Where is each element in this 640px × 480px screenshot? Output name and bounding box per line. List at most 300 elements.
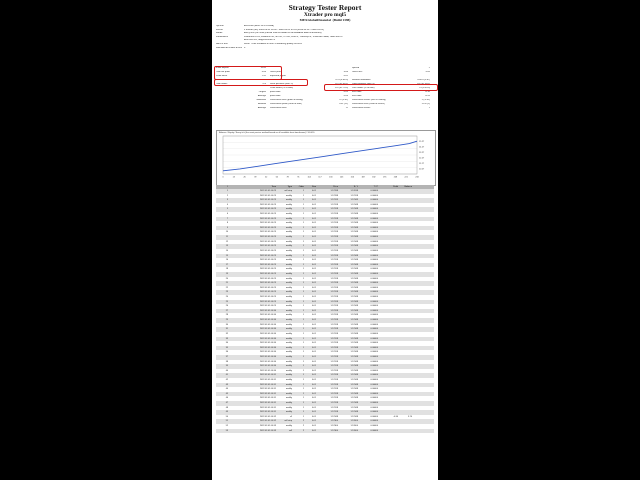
table-cell: 0.01 [311,296,316,299]
results-value: 10.00 [260,67,266,69]
server-name: MEXGlobalFinancial [299,18,331,22]
results-value: -0.32 (2) [421,103,430,105]
table-cell: 0.01 [311,199,316,202]
table-cell: 1.12300 [330,425,338,428]
table-cell: 1 [302,291,304,294]
table-cell: 0.00000 [370,319,378,322]
settings-value: Every tick (the most precise method based on all available least timeframes) [244,32,322,35]
table-cell: 0.01 [311,272,316,275]
table-cell: modify [285,314,292,317]
table-cell: 1 [302,351,304,354]
table-cell: 1.12348 [350,360,358,363]
table-cell: modify [285,328,292,331]
table-cell: 0.00000 [370,360,378,363]
table-cell: modify [285,222,292,225]
table-cell: 46 [225,397,228,400]
table-cell [378,429,398,434]
table-cell: 0.01 [311,406,316,409]
table-cell: 0.00000 [370,365,378,368]
table-cell: 0.01 [311,309,316,312]
table-cell: 2022.02.01 00:29 [259,268,276,271]
table-cell: 1.12318 [330,378,338,381]
table-cell: modify [285,309,292,312]
table-cell: 16 [225,259,228,262]
table-cell: modify [285,254,292,257]
table-cell: 0.00000 [370,406,378,409]
table-cell: 1 [302,190,304,192]
table-cell: 1.12348 [350,374,358,377]
results-value: -0.20 [425,95,430,97]
table-cell: 0.00000 [370,254,378,257]
x-tick-label: 130 [329,176,333,179]
table-cell: 1.12348 [350,411,358,414]
table-cell: 9.70 [407,415,412,418]
table-cell: 1.12348 [350,249,358,252]
table-cell: 0.01 [311,397,316,400]
table-cell: 19 [225,272,228,275]
results-value: 0.05 [343,91,348,93]
table-cell: modify [285,286,292,289]
table-cell: 2022.02.01 00:31 [259,411,276,414]
table-cell: 36 [225,351,228,354]
table-cell: modify [285,388,292,391]
table-cell: 44 [225,388,228,391]
table-cell: 0.00000 [370,282,378,285]
table-cell: 0.00000 [370,323,378,326]
table-cell: 1.12348 [350,300,358,303]
settings-value: 88307 Ticks modelled 2708274 Modelling quality 90.00% [244,42,302,45]
table-cell: 1.12318 [330,259,338,262]
table-cell: modify [285,199,292,202]
table-cell: 1.12318 [330,249,338,252]
table-cell: 0.00000 [370,268,378,271]
table-cell: 1.12348 [350,402,358,405]
table-cell: 1.12318 [330,254,338,257]
table-cell: 0.01 [311,305,316,308]
table-cell: 0.00000 [370,286,378,289]
table-cell: 1.12348 [350,328,358,331]
table-cell: 35 [225,346,228,349]
settings-key: Symbol [216,25,224,27]
table-cell: 2022.02.01 00:31 [259,374,276,377]
settings-key: Parameters [216,35,228,38]
y-tick-label: 13.27 [419,152,425,155]
server-line [212,18,438,22]
table-cell: modify [285,402,292,405]
table-cell: 1.12348 [350,213,358,216]
table-cell: 0.01 [311,222,316,225]
table-cell: 14 [225,249,228,252]
results-label: loss trade [352,95,362,97]
table-cell: modify [285,263,292,266]
table-cell: 0.01 [311,392,316,395]
y-tick-label: 11.27 [419,162,425,165]
x-tick-label: 143 [339,176,344,179]
table-cell: 1.12313 [330,199,338,202]
table-cell: 1 [302,369,304,372]
table-cell: 1.12318 [330,282,338,285]
table-cell: 1.12348 [350,222,358,225]
report-page [212,0,438,480]
table-cell: 0.01 [311,402,316,405]
table-cell: 1.12348 [330,415,338,418]
table-cell: modify [285,296,292,299]
table-cell: 1.12318 [330,217,338,220]
table-cell: 0.00000 [370,203,378,206]
table-cell: 0.00000 [370,222,378,225]
table-cell: 17 [225,263,228,266]
results-value: 116 (91.38%) [417,83,430,85]
table-cell: 2022.02.01 00:29 [259,240,276,243]
results-value: 22 (0.91) [339,99,348,101]
settings-block [216,25,436,50]
table-cell: 49 [225,411,228,414]
table-cell: 1.12318 [330,314,338,317]
table-cell: 1 [302,397,304,400]
table-cell: 2022.02.01 00:29 [259,245,276,248]
table-cell: modify [285,236,292,239]
table-cell: 2022.02.01 00:33 [259,429,276,432]
table-cell: 0.01 [311,263,316,266]
table-cell: 9 [226,226,228,229]
table-cell: 0.01 [311,213,316,216]
table-cell: 1.12318 [330,332,338,335]
x-tick-label: 104 [307,176,311,179]
results-value: 19 (8.30%) [419,87,430,89]
table-cell: 1 [302,342,304,345]
table-cell: 38 [225,360,228,363]
table-cell: modify [285,365,292,368]
table-cell: 0.00000 [370,397,378,400]
balance-chart [216,130,436,186]
results-label: consecutive profit (count of wins) [270,103,302,105]
table-cell: 0.00000 [370,236,378,239]
table-cell: 1.12318 [330,360,338,363]
table-cell: 1.12348 [350,236,358,239]
x-tick-label: 208 [393,176,398,179]
table-cell: 1.12348 [350,397,358,400]
table-cell: 1.12318 [330,355,338,358]
table-cell: modify [285,226,292,229]
table-cell: 1 [302,231,304,234]
x-tick-label: 26 [243,176,246,179]
table-cell: modify [285,217,292,220]
table-cell: 2022.02.01 00:29 [259,296,276,299]
table-cell: modify [285,323,292,326]
table-cell: 1.12348 [350,263,358,266]
table-cell: 1 [302,346,304,349]
table-cell: 2 [302,429,304,432]
table-cell: 2022.02.01 00:29 [259,226,276,229]
table-cell: modify [285,360,292,363]
build-number: (Build 1398) [332,18,351,22]
table-cell: 1.12318 [330,328,338,331]
table-cell: 1.12318 [330,369,338,372]
results-label: Maximal drawdown [270,79,289,81]
table-cell: 0.01 [311,203,316,206]
table-cell: modify [285,305,292,308]
table-cell: 1 [302,272,304,275]
table-cell: 0.00000 [370,199,378,202]
table-cell: 0.00000 [370,374,378,377]
results-label: Long positions (won %) [352,83,375,85]
results-value: 6.66% (0.67) [417,79,430,81]
results-value: 11 [345,107,348,109]
results-label: consecutive losses (loss in money) [352,99,386,101]
table-cell: 0.00000 [370,263,378,266]
table-cell: 0.01 [311,351,316,354]
results-value: 0.04 [343,95,348,97]
table-cell: 1.12348 [350,268,358,271]
table-cell: 1 [302,282,304,285]
table-cell: 2022.02.01 00:29 [259,203,276,206]
settings-key: Model [216,32,223,35]
table-cell: 1.12348 [350,272,358,275]
table-cell: 2 [302,420,304,423]
table-cell: 0.01 [311,268,316,271]
table-cell: 1.12600 [350,425,358,428]
table-cell: 1.12318 [330,272,338,275]
table-cell: 1.12318 [330,305,338,308]
table-cell: 1.12318 [330,323,338,326]
table-cell: 0.01 [311,277,316,280]
results-value: 210 (91.70%) [334,87,348,89]
table-cell: 0.01 [311,240,316,243]
table-cell: 0.01 [311,420,316,423]
table-cell: 0.01 [311,254,316,257]
results-label: Gross loss [352,71,363,73]
table-cell: 1 [302,411,304,414]
x-tick-label: 78 [286,176,289,179]
table-cell: 1.12600 [350,429,358,432]
table-cell: 2022.02.01 00:30 [259,346,276,349]
results-value: -0.30 [425,91,430,93]
table-cell: 47 [225,402,228,405]
table-cell: 1.12348 [350,277,358,280]
x-tick-label: 117 [318,176,322,179]
table-cell: modify [285,355,292,358]
table-cell: 0.01 [311,337,316,340]
results-label: Profit factor [216,75,228,77]
table-cell: 0.00000 [370,240,378,243]
table-cell: 1.12348 [350,282,358,285]
x-tick-label: 91 [297,176,300,179]
table-cell: 2022.02.01 00:30 [259,314,276,317]
table-cell: 0.00000 [370,231,378,234]
table-cell: 2022.02.01 00:30 [259,328,276,331]
results-value: 0.78 [261,79,266,81]
table-cell: 39 [225,365,228,368]
x-tick-label: 13 [232,176,235,179]
results-label: Total trades [216,83,228,85]
table-cell: 1 [302,245,304,248]
table-cell: 1.12348 [350,286,358,289]
results-value: 2 (-0.32) [421,99,430,101]
table-cell: 42 [225,378,228,381]
table-cell: 0.01 [311,332,316,335]
table-cell: 2 [226,194,228,197]
table-cell: 1.12348 [350,254,358,257]
table-cell: 1.12318 [330,231,338,234]
table-cell: 1.12318 [330,245,338,248]
table-cell: 30 [225,323,228,326]
table-cell: 11 [225,236,228,239]
table-cell: 37 [225,355,228,358]
table-cell: 1.12318 [330,268,338,271]
table-cell: 4 [226,203,228,206]
table-cell: modify [285,272,292,275]
table-cell: 0.00000 [370,194,378,197]
results-label: consecutive wins (profit in money) [270,99,303,101]
table-cell: 0.00000 [370,369,378,372]
table-cell: 1.12348 [350,203,358,206]
table-cell: 2022.02.01 00:29 [259,259,276,262]
table-cell: modify [285,397,292,400]
x-tick-label: 52 [264,176,268,179]
table-cell: 8 [226,222,228,225]
table-cell: 1 [302,388,304,391]
table-cell: 0.01 [311,190,316,192]
table-cell: 1.12348 [350,296,358,299]
table-cell: 2022.02.01 00:31 [259,397,276,400]
table-cell: 0.01 [311,355,316,358]
table-cell: 1 [302,203,304,206]
table-cell: 1.12318 [350,194,358,197]
table-cell: 0.01 [311,208,316,211]
table-cell: modify [285,346,292,349]
x-tick-label: 182 [372,176,376,179]
results-value: 0.78 (6.66%) [335,79,348,81]
column-header: Profit [393,186,398,188]
table-cell: 2022.02.01 00:29 [259,222,276,225]
table-cell: modify [285,194,292,197]
table-cell: 2022.02.01 00:29 [259,300,276,303]
results-label: Spread [352,67,360,69]
table-cell: 1.12348 [350,319,358,322]
table-cell: 1.12348 [350,337,358,340]
table-cell: 0.00000 [370,425,378,428]
table-cell: 1.12348 [350,259,358,262]
table-cell: 0.00000 [370,226,378,229]
table-cell: 1.12348 [350,388,358,391]
table-cell: 41 [225,374,228,377]
table-cell: modify [285,300,292,303]
results-label: Short positions (won %) [270,83,294,85]
table-cell: 0.01 [311,286,316,289]
table-cell: 0.00000 [370,245,378,248]
table-cell: 1 [302,319,304,322]
table-cell: 0.01 [311,194,316,197]
table-cell: 0.01 [311,282,316,285]
highlight-initial-deposit [214,66,282,80]
table-cell: 0.00000 [370,328,378,331]
chart-svg [217,134,435,180]
table-cell: 0.00000 [370,337,378,340]
table-cell: 0.01 [311,360,316,363]
x-tick-label: 195 [382,176,387,179]
table-cell: 2022.02.01 00:29 [259,254,276,257]
table-cell: 1.12338 [330,194,338,197]
table-cell: 1.12348 [350,355,358,358]
table-cell: 1.12318 [330,337,338,340]
table-cell: 2022.02.01 00:31 [259,378,276,381]
results-value: 113 (92.04%) [335,83,348,85]
column-header: Balance [404,186,412,188]
table-cell: 2022.02.01 00:29 [259,208,276,211]
table-cell: modify [285,245,292,248]
table-cell: 1.12318 [330,342,338,345]
table-cell: 0.00000 [370,415,378,418]
table-cell: 1.12348 [350,231,358,234]
results-label: consecutive wins [270,107,287,109]
table-cell: 31 [225,328,228,331]
table-cell: modify [285,425,292,428]
table-cell: 32 [225,332,228,335]
table-cell: 2022.02.01 00:32 [259,415,276,418]
table-cell: 2022.02.01 00:29 [259,217,276,220]
table-cell: 1 [302,208,304,211]
table-cell: 27 [225,309,228,312]
results-label: Loss trades (% of total) [352,87,375,89]
table-cell: 1.12318 [330,309,338,312]
table-cell: 1.12638 [350,190,358,192]
x-tick-label: 65 [275,176,279,179]
table-cell: 1 [302,300,304,303]
table-cell: 1 [302,277,304,280]
settings-value: EURUSD (Euro vs US Dollar) [244,25,275,27]
table-cell: 53 [225,429,228,432]
table-cell: 0.00000 [370,300,378,303]
table-cell: 0.00000 [370,259,378,262]
table-cell: 1.12300 [330,420,338,423]
table-cell: 2022.02.01 00:30 [259,332,276,335]
x-tick-label: 0 [222,176,224,179]
results-label: consecutive losses [352,107,371,109]
table-cell: 1 [302,402,304,405]
results-value: Maximum [256,99,266,101]
table-cell: 1.12348 [350,305,358,308]
table-cell: 2022.02.01 00:29 [259,199,276,202]
results-value: 229 [262,83,266,85]
table-cell: 40 [225,369,228,372]
table-cell: modify [285,383,292,386]
table-cell: 1 [302,217,304,220]
table-cell: modify [285,231,292,234]
table-cell: 1.12348 [350,351,358,354]
table-cell: 1.12348 [350,342,358,345]
y-tick-label: 12.27 [419,157,425,160]
table-cell: 1 [302,254,304,257]
table-cell: 1.12318 [330,291,338,294]
table-cell: 2022.02.01 00:29 [259,190,276,192]
table-cell: 2022.02.01 00:30 [259,355,276,358]
column-header: T / P [373,186,378,188]
table-cell: 1 [302,226,304,229]
results-label: loss trade [352,91,362,93]
table-cell: 33 [225,337,228,340]
results-label: Total net profit [216,71,230,73]
settings-key: Bars in test [216,42,228,45]
table-cell: 0.00000 [370,208,378,211]
table-cell: 1 [302,240,304,243]
y-tick-label: 15.27 [419,141,425,144]
y-tick-label: 14.27 [419,146,425,149]
table-cell: 1.12348 [350,226,358,229]
table-cell: 21 [225,282,228,285]
table-cell: 1.12318 [330,383,338,386]
table-cell: 0.01 [311,231,316,234]
results-value: 4.68 [343,71,348,73]
